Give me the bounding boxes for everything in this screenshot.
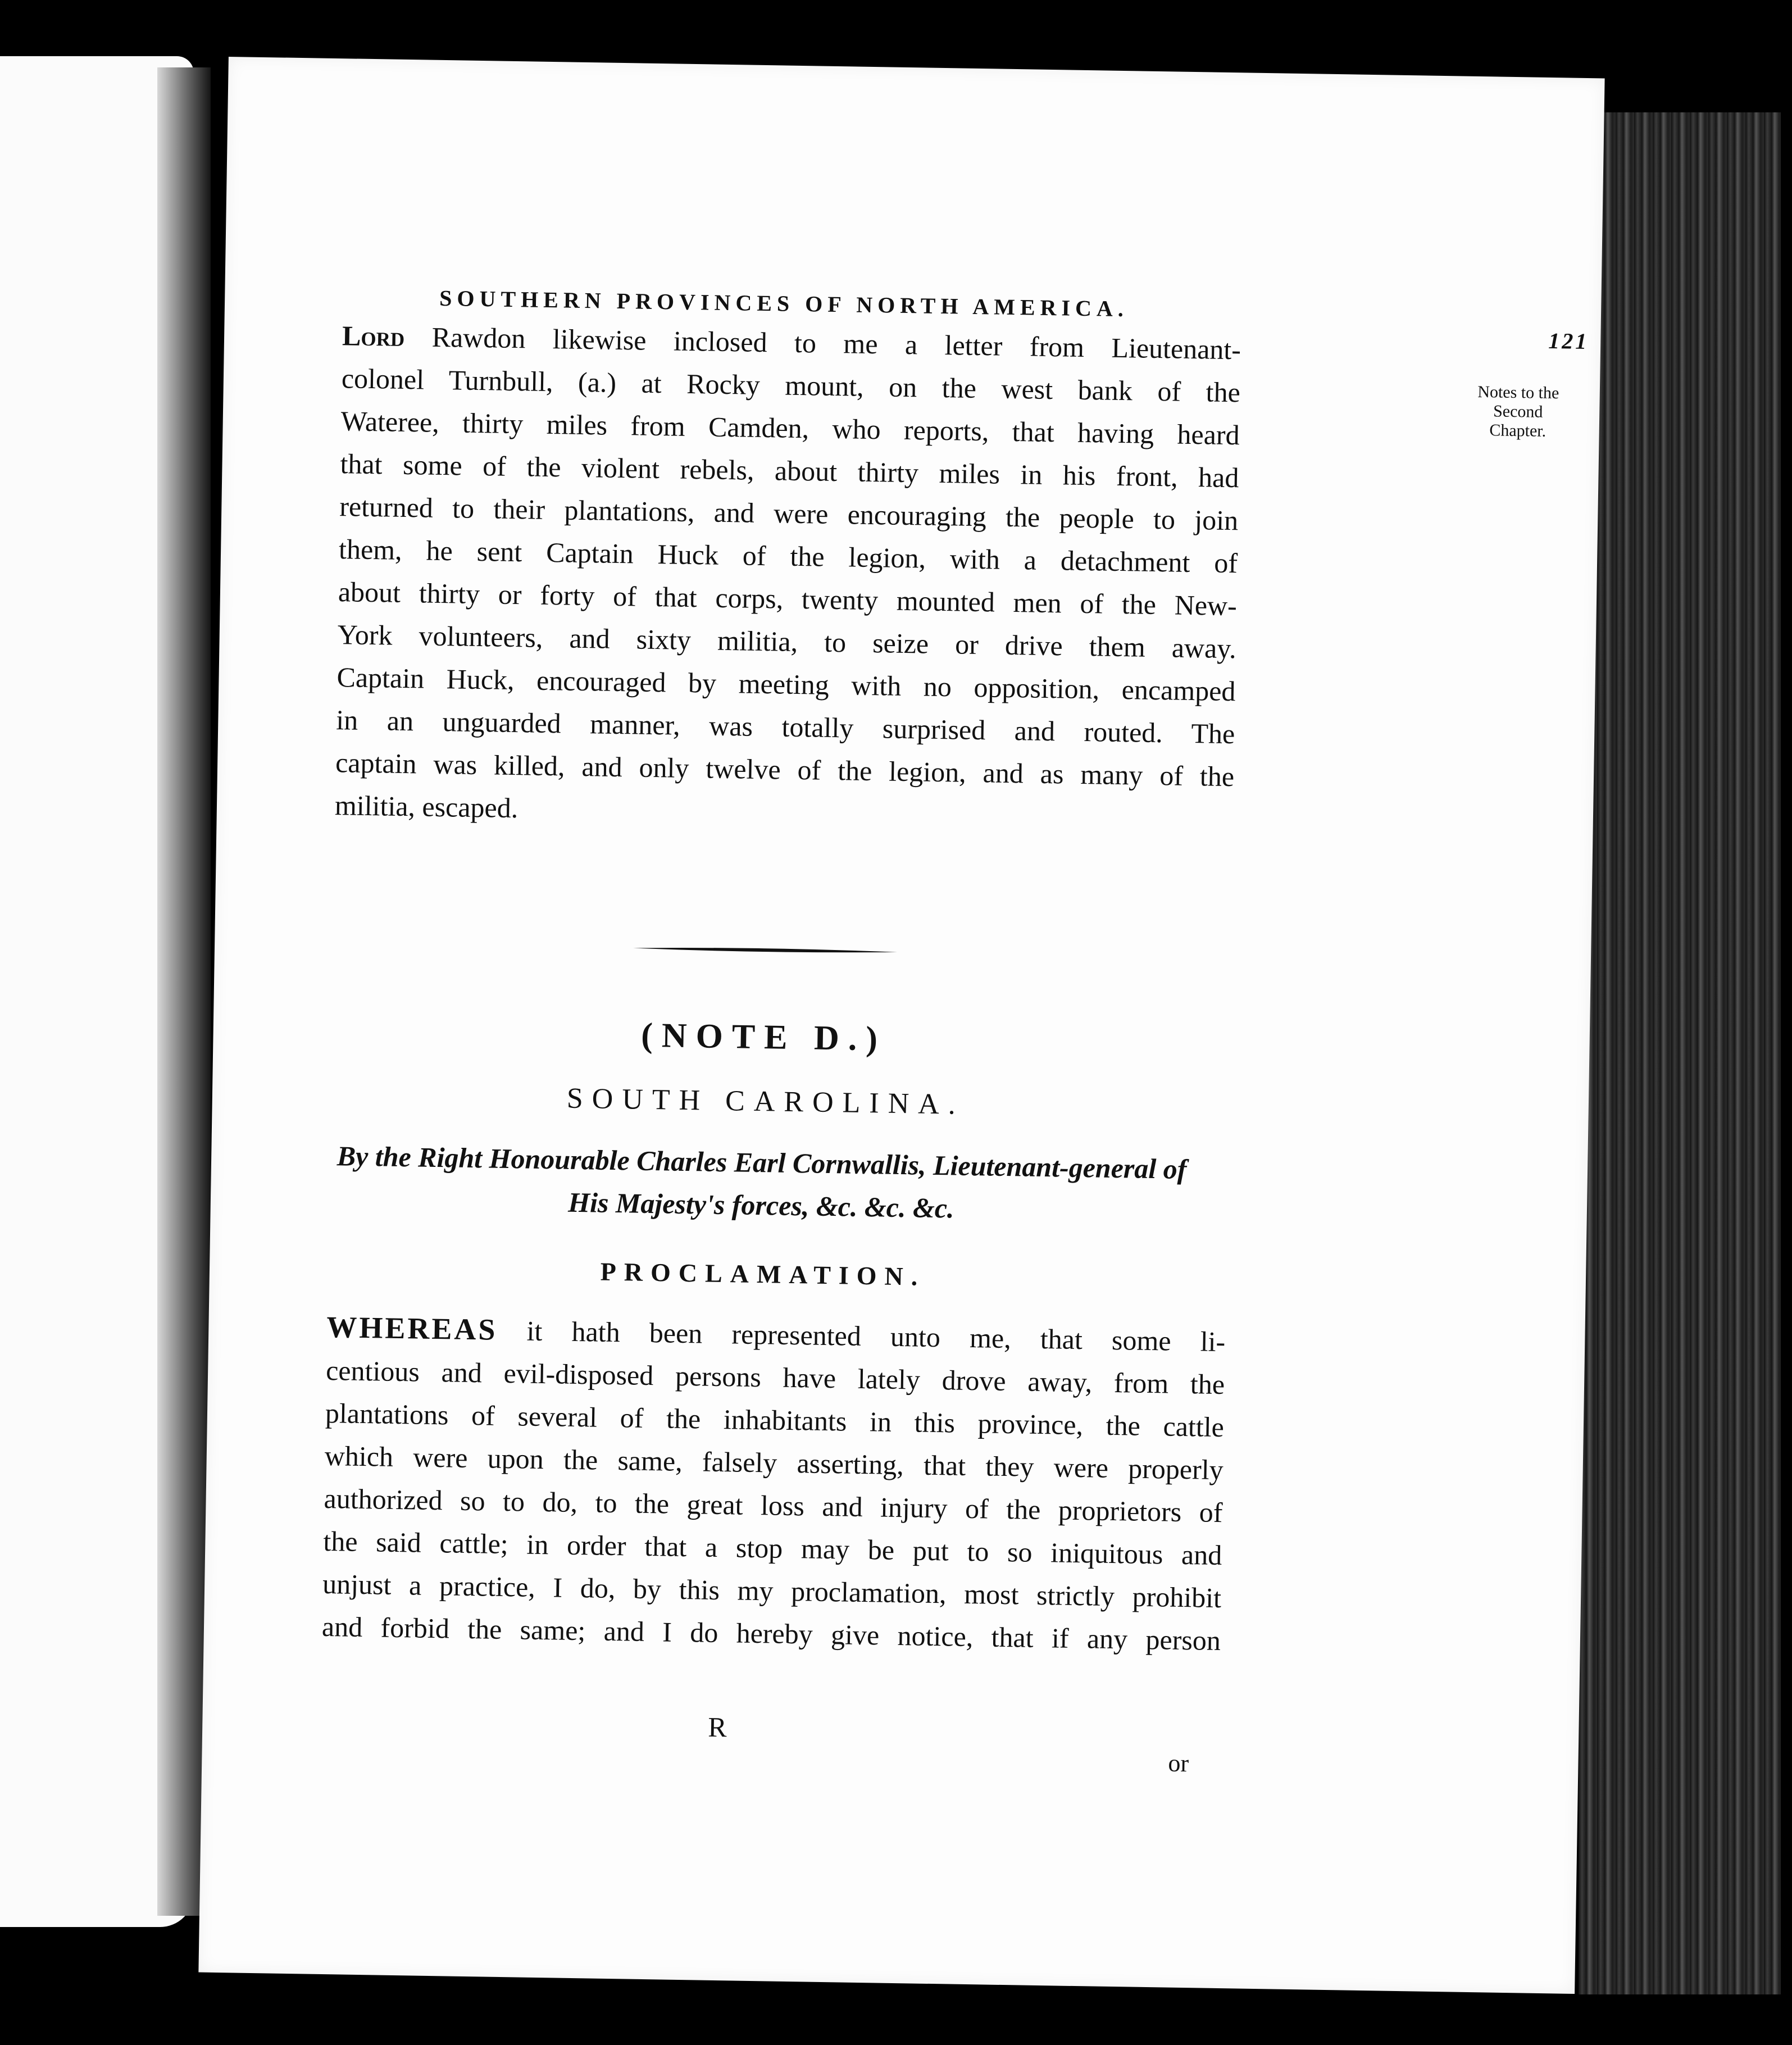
- text-line: the said cattle; in order that a stop may be put to so iniquitous and: [323, 1525, 1222, 1571]
- text-line: Wateree, thirty miles from Camden, who reports, that having heard: [340, 405, 1240, 451]
- text-line: unjust a practice, I do, by this my proclamation, most strictly prohibit: [322, 1567, 1222, 1614]
- text-line: Captain Huck, encouraged by meeting with no opposition, encamped: [336, 661, 1236, 707]
- main-page: [198, 57, 1604, 1994]
- text-line: centious and evil-disposed persons have lately drove away, from the: [325, 1354, 1225, 1401]
- marginal-note-line: Chapter.: [1489, 421, 1547, 440]
- proclamation-authority: [294, 1134, 1228, 1234]
- text-line: in an unguarded manner, was totally surprised and routed. The: [335, 704, 1235, 750]
- small-caps-lead: Lord: [342, 320, 405, 352]
- text-line: His Majesty's forces, &c. &c. &c.: [567, 1186, 955, 1224]
- paragraph-proclamation: [321, 1306, 1225, 1662]
- text-line: captain was killed, and only twelve of the legion, and as many of the: [335, 747, 1235, 793]
- text-line: WHEREAS it hath been represented unto me, that some li-: [326, 1310, 1226, 1358]
- proclamation-heading: PROCLAMATION.: [600, 1257, 926, 1291]
- marginal-note-line: Second: [1493, 402, 1543, 421]
- running-head: SOUTHERN PROVINCES OF NORTH AMERICA.: [439, 285, 1129, 322]
- text-line: about thirty or forty of that corps, twenty mounted men of the New-: [338, 576, 1238, 622]
- text-line: colonel Turnbull, (a.) at Rocky mount, on the west bank of the: [341, 362, 1241, 408]
- text-line: By the Right Honourable Charles Earl Cornwallis, Lieutenant-general of: [336, 1140, 1187, 1185]
- section-divider-rule: [633, 945, 897, 955]
- whereas-lead: WHEREAS: [326, 1310, 498, 1347]
- text-line: which were upon the same, falsely asserting, that they were properly: [324, 1439, 1224, 1486]
- catchword: or: [1168, 1749, 1189, 1778]
- text-line: militia, escaped.: [334, 789, 519, 824]
- text-line: and forbid the same; and I do hereby give notice, that if any person: [321, 1610, 1221, 1657]
- text-line: authorized so to do, to the great loss and injury of the proprietors of: [324, 1482, 1223, 1529]
- marginal-note: [1453, 382, 1583, 442]
- signature-mark: R: [707, 1711, 727, 1743]
- text-line: returned to their plantations, and were encouraging the people to join: [339, 490, 1239, 537]
- marginal-note-line: Notes to the: [1477, 382, 1559, 403]
- text-line: plantations of several of the inhabitants in this province, the cattle: [325, 1397, 1225, 1443]
- page-number: 121: [1548, 328, 1589, 355]
- paragraph-rawdon-letter: [334, 314, 1241, 840]
- text-line: York volunteers, and sixty militia, to seize or drive them away.: [337, 619, 1237, 665]
- note-heading: (NOTE D.): [640, 1016, 887, 1058]
- left-page-gutter-shadow: [157, 67, 211, 1916]
- text-line: Lord Rawdon likewise inclosed to me a letter from Lieutenant-: [342, 320, 1241, 366]
- book-fore-edge: [1579, 112, 1781, 1994]
- text-line: that some of the violent rebels, about thirty miles in his front, had: [340, 448, 1239, 494]
- text-line: them, he sent Captain Huck of the legion, with a detachment of: [338, 533, 1238, 579]
- place-heading: SOUTH CAROLINA.: [566, 1082, 965, 1121]
